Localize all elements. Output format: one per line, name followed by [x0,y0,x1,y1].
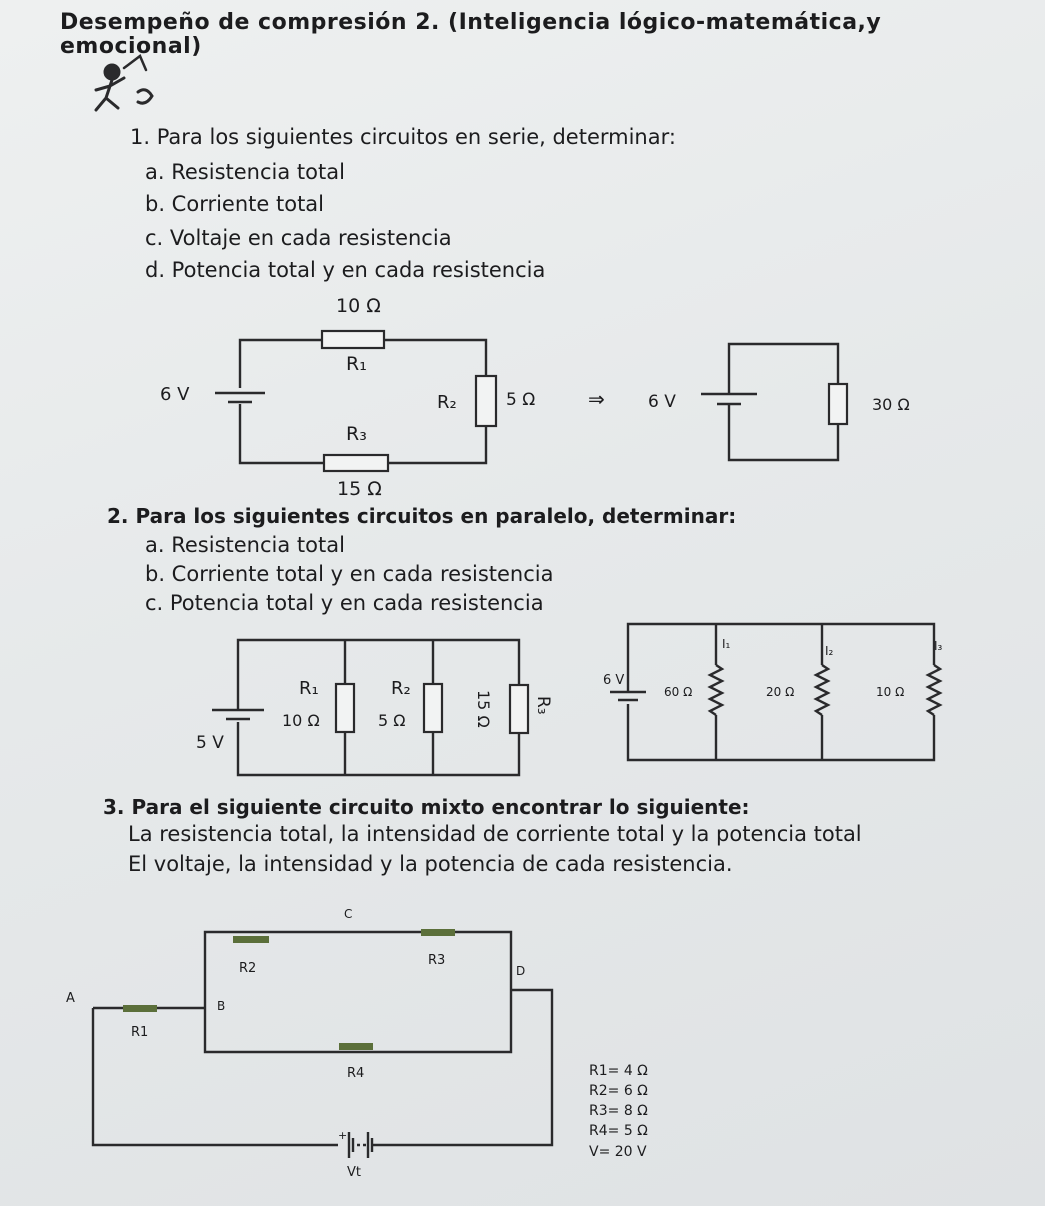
running-figure-icon [96,56,152,110]
q1-heading: 1. Para los siguientes circuitos en serie, determinar: [130,125,676,149]
page-title: Desempeño de compresión 2. (Inteligencia lógico-matemática,y [60,10,882,35]
q1-item-b: b. Corriente total [145,192,325,216]
q2-r2-label: R₂ [391,678,411,699]
q2-source-label: 5 V [196,733,224,753]
vt-label: Vt [347,1165,361,1180]
q3-line3: El voltaje, la intensidad y la potencia de cada resistencia. [128,852,733,876]
q1-series-circuit [160,295,535,500]
resistor-r3 [324,455,388,471]
q2b-r3-value: 10 Ω [876,685,905,699]
q2-r2-value: 5 Ω [378,711,406,730]
resistor-r3 [510,685,528,733]
resistor-10 [928,665,940,715]
q1-r1-label: R₁ [346,353,367,375]
q2-item-b: b. Corriente total y en cada resistencia [145,562,554,586]
value-r2: R2= 6 Ω [589,1083,648,1099]
q2b-i2-label: I₂ [825,644,834,658]
value-r3: R3= 8 Ω [589,1103,648,1119]
q3-line2: La resistencia total, la intensidad de corriente total y la potencia total [128,822,862,846]
q1-r3-label: R₃ [346,423,367,445]
voltage-source-vt [349,1132,372,1158]
q2-heading: 2. Para los siguientes circuitos en paralelo, determinar: [107,504,737,528]
r3-label: R3 [428,953,446,968]
q1-item-d: d. Potencia total y en cada resistencia [145,258,546,282]
q2b-r2-value: 20 Ω [766,685,795,699]
q2-parallel-circuit-b [603,624,943,760]
resistor-30 [829,384,847,424]
resistor-r3 [421,929,455,936]
q2-parallel-circuit [196,640,553,775]
q1-item-c: c. Voltaje en cada resistencia [145,226,452,250]
q1-item-a: a. Resistencia total [145,160,345,184]
q1-r3-value: 15 Ω [337,478,382,500]
r1-label: R1 [131,1025,149,1040]
q2b-i3-label: I₃ [934,639,943,653]
value-v: V= 20 V [589,1144,647,1160]
q2-item-a: a. Resistencia total [145,533,345,557]
vt-plus-label: + [338,1129,348,1142]
value-r4: R4= 5 Ω [589,1123,648,1139]
q1-r1-value: 10 Ω [336,295,381,317]
q3-mixed-circuit [66,907,648,1180]
resistor-r1 [336,684,354,732]
q1-r2-value: 5 Ω [506,390,536,410]
q1b-source-label: 6 V [648,392,676,412]
resistor-r1 [322,331,384,348]
q2-r1-label: R₁ [299,678,319,699]
q1-r2-label: R₂ [437,392,457,413]
page-title-continued: emocional) [60,34,202,59]
q2-r3-label: R₃ [533,696,553,715]
q2b-source-label: 6 V [603,673,625,688]
resistor-r2 [476,376,496,426]
q2b-i1-label: I₁ [722,637,731,651]
resistor-r4 [339,1043,373,1050]
resistor-60 [710,665,722,715]
q3-heading: 3. Para el siguiente circuito mixto encontrar lo siguiente: [103,795,750,819]
r4-label: R4 [347,1066,365,1081]
q2b-r1-value: 60 Ω [664,685,693,699]
node-d-label: D [516,964,526,978]
q2-r3-value: 15 Ω [474,690,493,728]
q1b-r-value: 30 Ω [872,395,910,414]
r2-label: R2 [239,961,257,976]
q1-source-label: 6 V [160,384,190,405]
node-c-label: C [344,907,353,921]
node-b-label: B [217,999,226,1013]
q1-equivalent-circuit [648,344,910,460]
resistor-20 [816,665,828,715]
q2-item-c: c. Potencia total y en cada resistencia [145,591,544,615]
resistor-r2 [424,684,442,732]
resistor-r2 [233,936,269,943]
equivalence-arrow: ⇒ [588,387,605,411]
resistor-r1 [123,1005,157,1012]
node-a-label: A [66,991,75,1006]
q2-r1-value: 10 Ω [282,711,320,730]
value-r1: R1= 4 Ω [589,1063,648,1079]
